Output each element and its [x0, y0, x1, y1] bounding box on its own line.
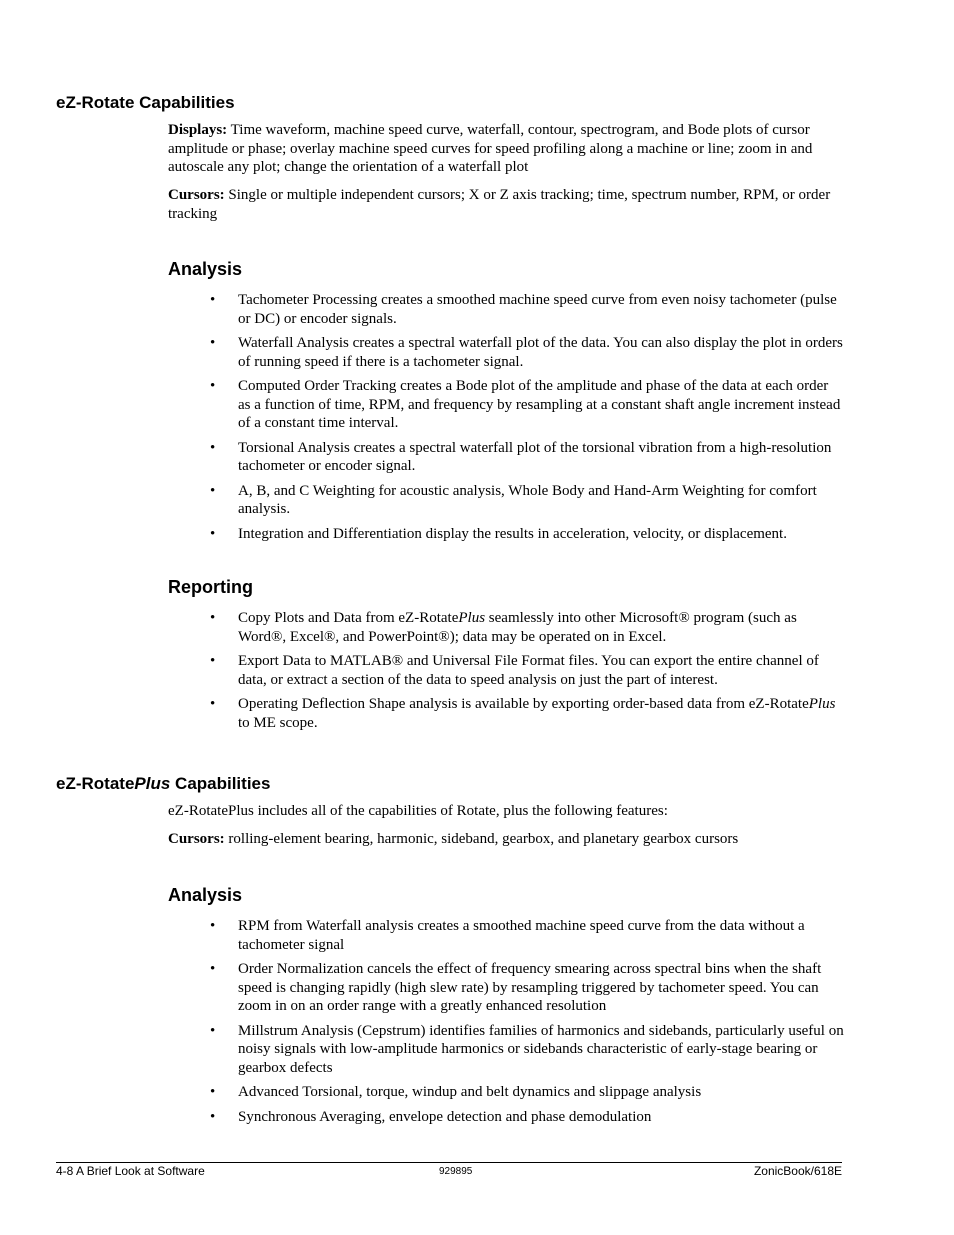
rotateplus-cursors-paragraph	[168, 830, 844, 849]
bullet-icon: •	[210, 292, 216, 308]
list-item: • RPM from Waterfall analysis creates a smoothed machine speed curve from the data without a tachometer signal	[210, 918, 805, 953]
displays-label: Displays:	[168, 122, 228, 138]
displays-text: Time waveform, machine speed curve, waterfall, contour, spectrogram, and Bode plots of cursor amplitude or phase; overlay machine speed curves for speed profiling along a machine or line; zoom in and autoscale any plot; change the orientation of a waterfall plot	[168, 122, 813, 175]
bullet-icon: •	[210, 335, 216, 351]
footer-divider	[56, 1162, 842, 1163]
list-item: • Integration and Differentiation display the results in acceleration, velocity, or displacement.	[210, 525, 787, 542]
bullet-icon: •	[210, 1084, 216, 1100]
cursors-text: rolling-element bearing, harmonic, sideband, gearbox, and planetary gearbox cursors	[224, 831, 739, 847]
displays-paragraph	[168, 121, 844, 177]
subsection-title-analysis: Analysis	[168, 259, 243, 279]
list-item: • Computed Order Tracking creates a Bode plot of the amplitude and phase of the data at each order as a function of time, RPM, and frequency by resampling at a constant shaft angle increment instead of a constant time interval.	[210, 378, 841, 431]
reporting-list	[168, 609, 844, 738]
cursors-label: Cursors:	[168, 831, 225, 847]
rotateplus-intro: eZ-RotatePlus includes all of the capabilities of Rotate, plus the following features:	[168, 803, 668, 819]
bullet-icon: •	[210, 961, 216, 977]
bullet-icon: •	[210, 525, 216, 542]
footer-left: 4-8 A Brief Look at Software	[56, 1164, 205, 1178]
section-title-rotateplus: eZ-RotatePlus Capabilities	[56, 774, 271, 793]
bullet-icon: •	[210, 610, 216, 626]
bullet-icon: •	[210, 378, 216, 394]
bullet-icon: •	[210, 653, 216, 669]
list-item: • Advanced Torsional, torque, windup and belt dynamics and slippage analysis	[210, 1084, 702, 1100]
cursors-paragraph	[168, 186, 844, 223]
subsection-title-analysis-plus: Analysis	[168, 885, 243, 905]
bullet-icon: •	[210, 696, 216, 712]
footer-right: ZonicBook/618E	[753, 1164, 842, 1178]
bullet-icon: •	[210, 918, 216, 934]
list-item: • Export Data to MATLAB® and Universal File Format files. You can export the entire channel of data, or extract a section of the data to speed analysis on just the part of interest.	[210, 653, 819, 688]
list-item: • Order Normalization cancels the effect of frequency smearing across spectral bins when the shaft speed is changing rapidly (high slew rate) by resampling triggered by tachometer speed. You can zoom in on an order range with a greatly enhanced resolution	[210, 961, 822, 1014]
list-item: • Waterfall Analysis creates a spectral waterfall plot of the data. You can also display the plot in orders of running speed if there is a tachometer signal.	[210, 335, 843, 370]
analysis-list	[168, 291, 844, 549]
cursors-label: Cursors:	[168, 187, 225, 203]
list-item: • Torsional Analysis creates a spectral waterfall plot of the torsional vibration from a high-resolution tachometer or encoder signal.	[210, 439, 832, 474]
bullet-icon: •	[210, 439, 216, 456]
list-item: • Millstrum Analysis (Cepstrum) identifies families of harmonics and sidebands, particularly useful on noisy signals with low-amplitude harmonics or sidebands characteristic of early-stage bearing or gearbox defects	[210, 1022, 844, 1076]
footer-center: 929895	[439, 1166, 473, 1177]
bullet-icon: •	[210, 1022, 216, 1039]
list-item: • Copy Plots and Data from eZ-RotatePlus seamlessly into other Microsoft® program (such as Word®, Excel®, and PowerPoint®); data may be operated on in Excel.	[210, 610, 797, 645]
section-title-rotate: eZ-Rotate Capabilities	[56, 93, 235, 112]
cursors-text: Single or multiple independent cursors; X or Z axis tracking; time, spectrum number, RPM, or order tracking	[168, 187, 831, 222]
analysis-plus-list	[168, 917, 844, 1132]
list-item: • Operating Deflection Shape analysis is available by exporting order-based data from eZ-RotatePlus to ME scope.	[210, 696, 836, 731]
list-item: • Tachometer Processing creates a smoothed machine speed curve from even noisy tachometer (pulse or DC) or encoder signals.	[210, 292, 837, 327]
subsection-title-reporting: Reporting	[168, 577, 253, 597]
bullet-icon: •	[210, 1108, 216, 1125]
list-item: • Synchronous Averaging, envelope detection and phase demodulation	[210, 1108, 652, 1125]
list-item: • A, B, and C Weighting for acoustic analysis, Whole Body and Hand-Arm Weighting for comfort analysis.	[210, 482, 817, 517]
bullet-icon: •	[210, 482, 216, 499]
